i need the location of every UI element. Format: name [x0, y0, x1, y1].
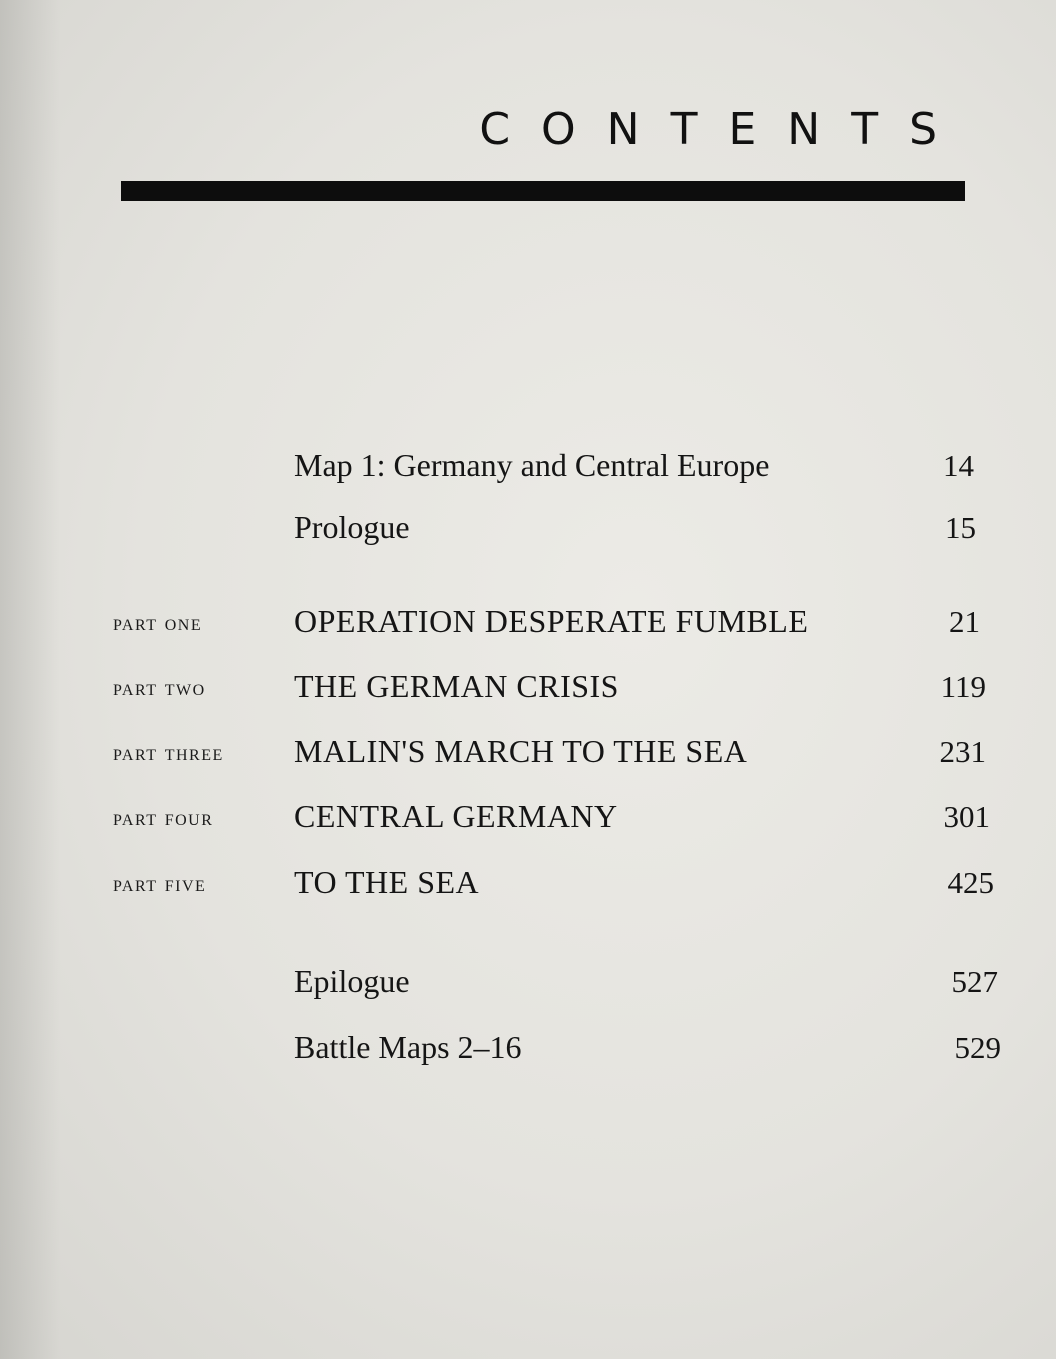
toc-entry-page: 529 [954, 1030, 1001, 1065]
toc-entry-page: 301 [943, 799, 990, 834]
toc-entry-title: Epilogue [294, 963, 410, 999]
toc-entry-part-one [0, 596, 1056, 644]
toc-entry-title: Battle Maps 2–16 [294, 1029, 522, 1065]
part-label: part three [113, 740, 224, 765]
toc-entry-title: TO THE SEA [294, 864, 480, 900]
part-label: part one [113, 610, 203, 635]
toc-entry-part-five [0, 857, 1056, 905]
toc-entry-page: 15 [945, 510, 976, 545]
heading-rule [121, 181, 965, 201]
toc-entry-page: 21 [949, 604, 980, 639]
part-label: part four [113, 805, 214, 830]
toc-entry-page: 119 [940, 669, 986, 704]
toc-entry-title: Map 1: Germany and Central Europe [294, 447, 770, 483]
toc-entry-page: 14 [943, 448, 974, 483]
toc-entry-title: Prologue [294, 509, 410, 545]
toc-entry-battle-maps [0, 1022, 1056, 1070]
part-label: part five [113, 871, 207, 896]
toc-entry-part-four [0, 791, 1056, 839]
toc-entry-map-1 [0, 440, 1056, 488]
toc-entry-title: MALIN'S MARCH TO THE SEA [294, 733, 748, 769]
toc-entry-part-two [0, 661, 1056, 709]
contents-heading: CONTENTS [479, 104, 968, 155]
toc-entry-title: OPERATION DESPERATE FUMBLE [294, 603, 809, 639]
toc-entry-prologue [0, 502, 1056, 550]
toc-entry-epilogue [0, 956, 1056, 1004]
part-label: part two [113, 675, 206, 700]
toc-entry-page: 425 [947, 865, 994, 900]
toc-entry-title: THE GERMAN CRISIS [294, 668, 619, 704]
toc-entry-title: CENTRAL GERMANY [294, 798, 618, 834]
toc-entry-page: 527 [951, 964, 998, 999]
toc-entry-part-three [0, 726, 1056, 774]
toc-entry-page: 231 [939, 734, 986, 769]
